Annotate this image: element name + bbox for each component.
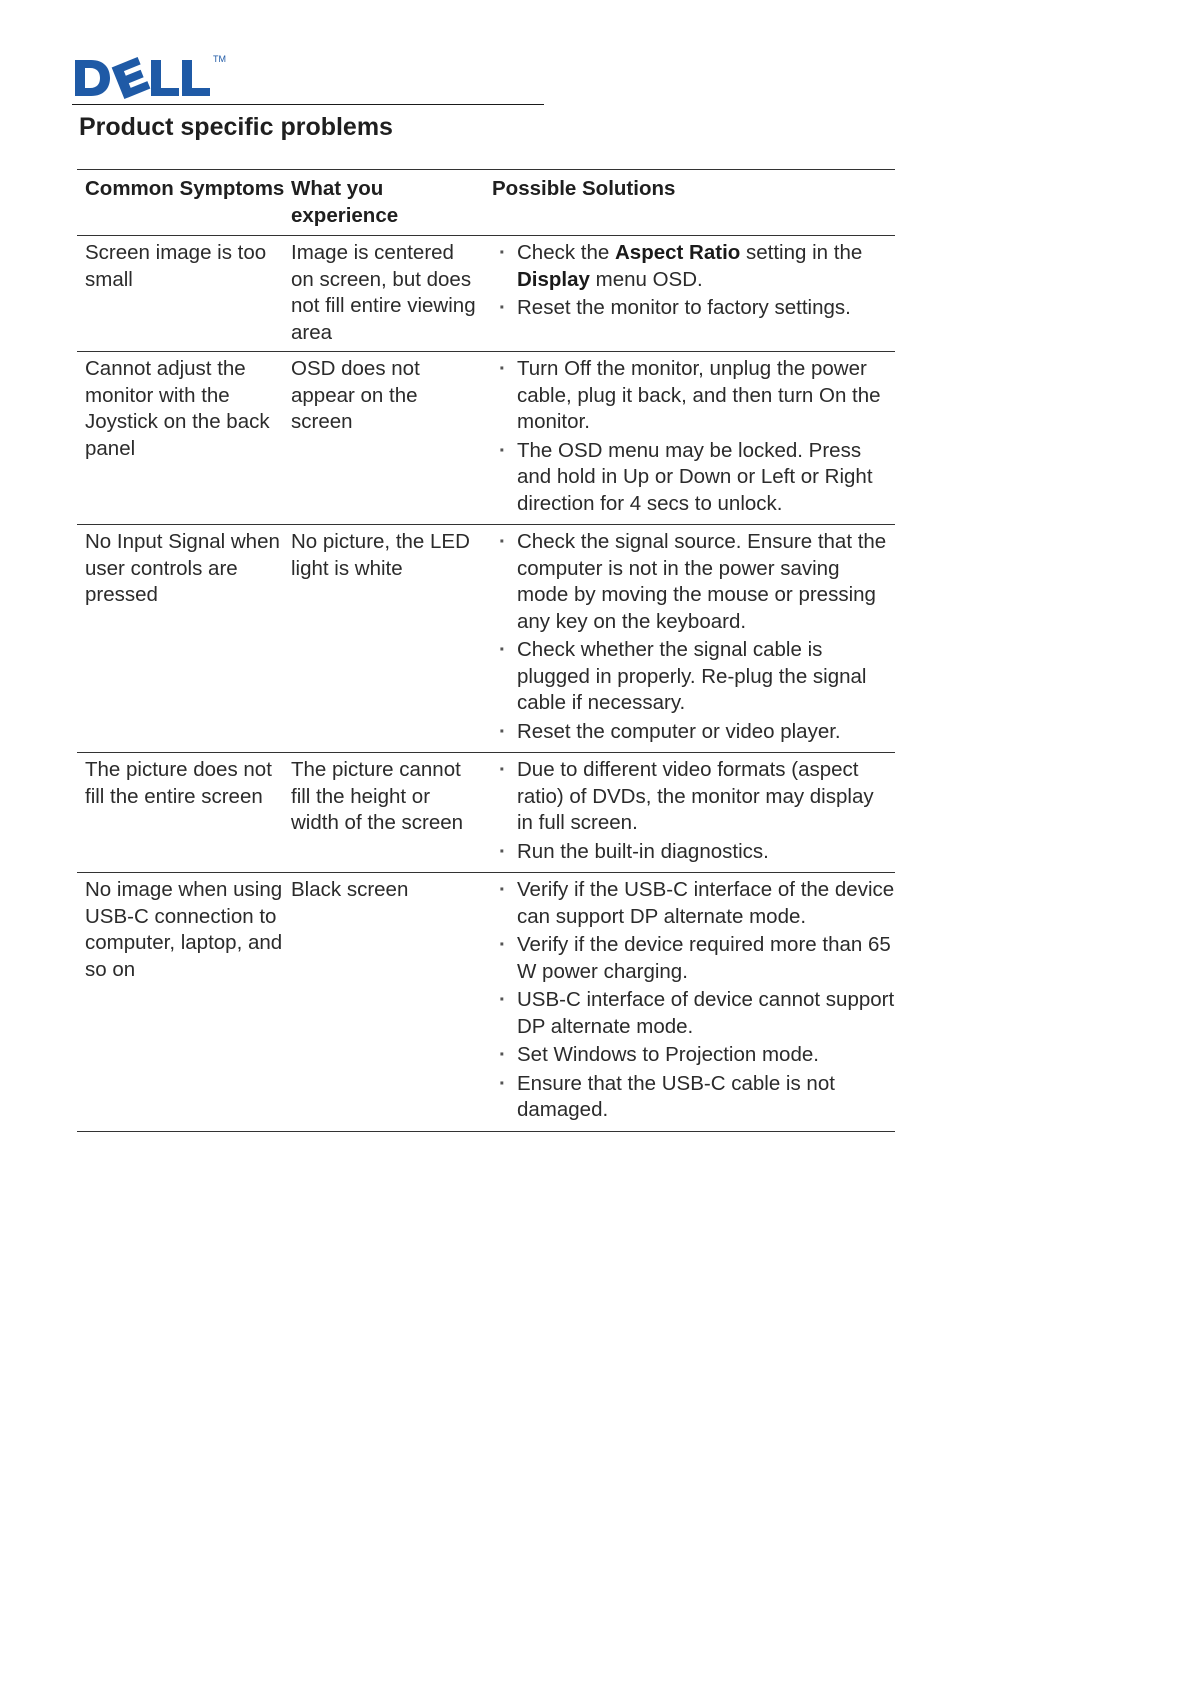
solution-item: · USB-C interface of device cannot support DP alternate mode. — [493, 987, 895, 1040]
keyword-aspect-ratio: Aspect Ratio — [615, 241, 741, 264]
table-row — [77, 873, 895, 1132]
dell-logo-graphic — [73, 52, 233, 104]
page-title: Product specific problems — [79, 113, 393, 141]
table-row — [77, 352, 895, 525]
dell-trademark: TM — [213, 54, 226, 64]
solutions-cell — [485, 352, 895, 525]
experience-cell: No picture, the LED light is white — [291, 530, 470, 580]
dell-logo — [73, 52, 233, 104]
solution-item: · Run the built-in diagnostics. — [493, 839, 895, 866]
header-rule — [72, 104, 544, 105]
table-row — [77, 525, 895, 753]
solution-item: · Reset the monitor to factory settings. — [493, 295, 895, 322]
solution-text: setting in the — [740, 241, 863, 264]
solutions-list — [493, 240, 895, 322]
solutions-cell — [485, 236, 895, 352]
solutions-list — [493, 356, 895, 517]
solution-item: · Verify if the device required more than 65 W power charging. — [493, 932, 895, 985]
solution-item: · Ensure that the USB-C cable is not damaged. — [493, 1071, 895, 1124]
solutions-list — [493, 757, 895, 865]
header-common-symptoms: Common Symptoms — [85, 177, 285, 200]
solution-item — [493, 240, 895, 293]
solution-item: · Turn Off the monitor, unplug the power cable, plug it back, and then turn On the monitor. — [493, 356, 895, 436]
solutions-cell — [485, 753, 895, 873]
experience-cell: The picture cannot fill the height or width of the screen — [291, 758, 464, 834]
experience-cell: Image is centered on screen, but does not fill entire viewing area — [291, 241, 476, 344]
solution-item: · Due to different video formats (aspect ratio) of DVDs, the monitor may display in full screen. — [493, 757, 895, 837]
keyword-display: Display — [517, 267, 590, 291]
symptom-cell: Cannot adjust the monitor with the Joystick on the back panel — [85, 357, 270, 460]
header-what-you-experience: What you experience — [291, 177, 399, 227]
solution-text: Check the — [517, 241, 615, 264]
solution-item: · The OSD menu may be locked. Press and hold in Up or Down or Left or Right direction for 4 secs to unlock. — [493, 438, 895, 518]
symptom-cell: No Input Signal when user controls are pressed — [85, 530, 280, 606]
solutions-list — [493, 529, 895, 745]
solutions-list — [493, 877, 895, 1124]
problems-table — [77, 169, 895, 1132]
experience-cell: Black screen — [291, 878, 409, 901]
solution-item: · Set Windows to Projection mode. — [493, 1042, 895, 1069]
symptom-cell: The picture does not fill the entire screen — [85, 758, 272, 808]
table-row — [77, 236, 895, 352]
solution-item: · Reset the computer or video player. — [493, 719, 895, 746]
solutions-cell — [485, 525, 895, 753]
header-possible-solutions: Possible Solutions — [492, 177, 676, 200]
solution-item: · Verify if the USB-C interface of the device can support DP alternate mode. — [493, 877, 895, 930]
table-row — [77, 753, 895, 873]
solution-text: menu OSD. — [589, 267, 703, 291]
experience-cell: OSD does not appear on the screen — [291, 357, 420, 433]
solutions-cell — [485, 873, 895, 1132]
table-header-row — [77, 170, 895, 236]
solution-item: · Check the signal source. Ensure that the computer is not in the power saving mode by moving the mouse or pressing any key on the keyboard. — [493, 529, 895, 635]
symptom-cell: Screen image is too small — [85, 241, 267, 291]
symptom-cell: No image when using USB-C connection to computer, laptop, and so on — [85, 878, 283, 981]
solution-item: · Check whether the signal cable is plugged in properly. Re-plug the signal cable if necessary. — [493, 637, 895, 717]
